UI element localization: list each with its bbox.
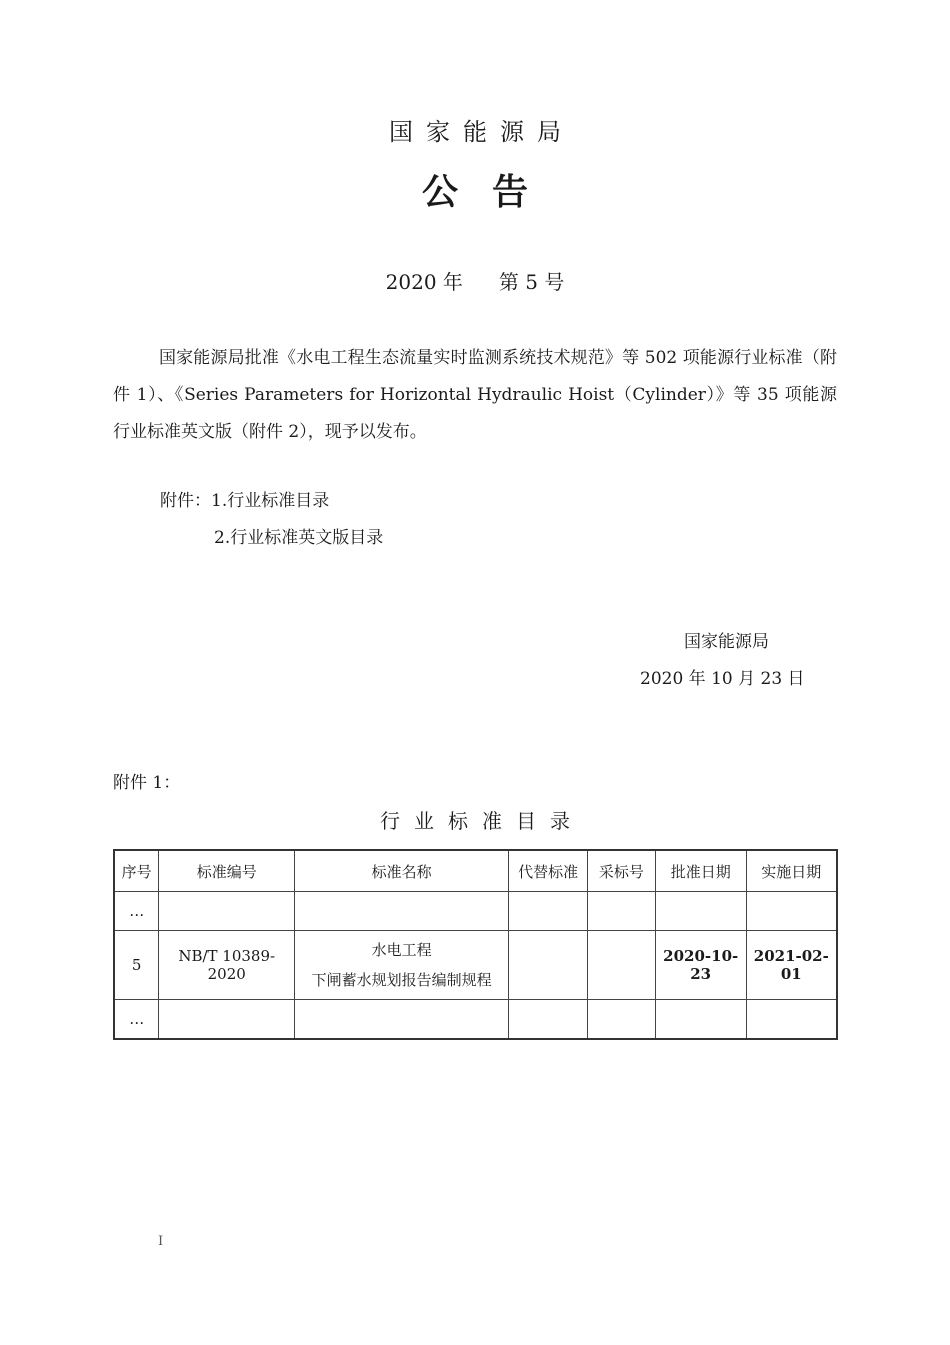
attachment-line-2: 2.行业标准英文版目录 <box>214 528 384 548</box>
row-replaces <box>509 931 588 1000</box>
standards-list-title: 行业标准目录 <box>380 809 584 833</box>
document-number <box>0 266 950 295</box>
attachment-line-1: 附件：1.行业标准目录 <box>160 491 330 511</box>
row-approval-date: 2020-10-23 <box>655 931 746 1000</box>
row-adopted <box>588 931 656 1000</box>
agency-title: 国家能源局 <box>389 118 574 146</box>
ellipsis-cell: … <box>114 892 159 931</box>
row-effective-date: 2021-02-01 <box>746 931 837 1000</box>
table-row <box>114 931 837 1000</box>
announcement-paragraph: 国家能源局批准《水电工程生态流量实时监测系统技术规范》等 502 项能源行业标准（附件 1）、《Series Parameters for Horizontal Hydraulic Hoist（Cylinder）》等 35 项能源行业标准英文版（附件 2），现予以发布。 <box>113 348 837 442</box>
page-number: I <box>158 1234 164 1249</box>
signature-agency: 国家能源局 <box>684 632 769 652</box>
table-header-row <box>114 850 837 892</box>
table-row <box>114 1000 837 1040</box>
header-name: 标准名称 <box>295 850 509 892</box>
header-code: 标准编号 <box>159 850 295 892</box>
signature-date: 2020 年 10 月 23 日 <box>640 669 805 689</box>
document-year: 2020 年 <box>385 270 463 294</box>
header-adopted: 采标号 <box>588 850 656 892</box>
ellipsis-cell: … <box>114 1000 159 1040</box>
header-index: 序号 <box>114 850 159 892</box>
header-effective-date: 实施日期 <box>746 850 837 892</box>
row-name <box>295 931 509 1000</box>
standards-table <box>113 849 838 1040</box>
header-replaces: 代替标准 <box>509 850 588 892</box>
row-name-line-2: 下闸蓄水规划报告编制规程 <box>311 971 492 989</box>
row-index: 5 <box>114 931 159 1000</box>
document-sequence: 第 5 号 <box>498 270 565 294</box>
appendix-label: 附件 1： <box>113 773 181 793</box>
row-name-line-1: 水电工程 <box>371 941 432 959</box>
header-approval-date: 批准日期 <box>655 850 746 892</box>
notice-title: 公告 <box>421 172 562 213</box>
table-row <box>114 892 837 931</box>
row-code: NB/T 10389-2020 <box>159 931 295 1000</box>
